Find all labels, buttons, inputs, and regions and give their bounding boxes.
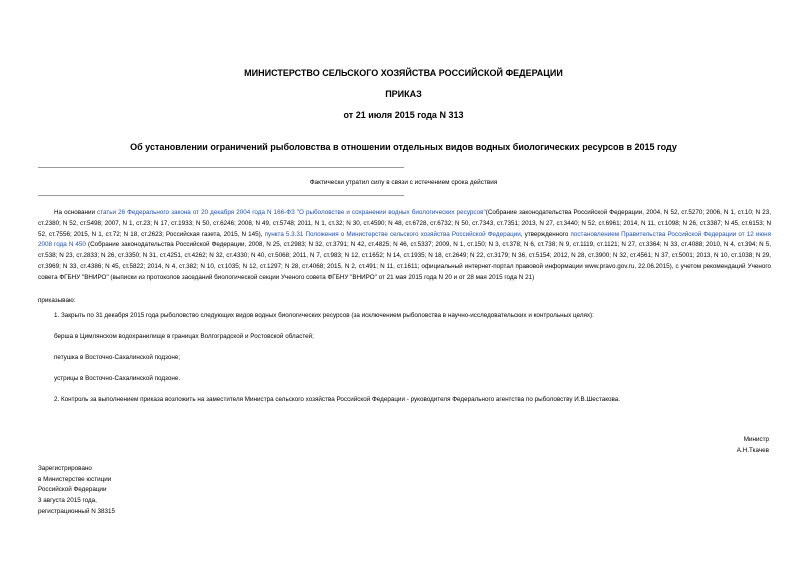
registration-line: Зарегистрировано xyxy=(38,465,92,472)
signature-block xyxy=(737,435,769,456)
signature-position: Министр xyxy=(743,436,769,443)
status-note: Фактически утратил силу в связи с истечением срока действия xyxy=(309,179,498,186)
species-item: петушка в Восточно-Сахалинской подзоне; xyxy=(54,354,181,361)
registration-line: в Министерстве юстиции xyxy=(38,475,112,483)
order-word: приказываю: xyxy=(38,297,76,304)
registration-block xyxy=(38,464,115,518)
document-type-heading: ПРИКАЗ xyxy=(385,89,422,99)
government-decree-link[interactable]: постановлением Правительства Российской Федерации от 12 июня 2008 года N 450 xyxy=(38,230,771,249)
basis-text-2: (Собрание законодательства Российской Федерации, 2004, N 52, ст.5270; 2006, N 1, ст.10; N 23, ст.2380; N 52, ст.5498; 2007, N 1, ст.23; N 17, ст.1933; N 50, ст.6246; 2008, N 49, ст.5748; 2011, N 1, ст.32; N 30, ст.4590; N 48, ст.6728, ст.6732; N 50, ст.7343, ст.7351; 2013, N 27, ст.3440; N 52, ст.6961; 2014, N 11, ст.1098; N 26, ст.3387; N 45, ст.6153; N 52, ст.7556; 2015, N 1, ст.72; N 18, ст.2623; Российская газета, 2015, N 145), xyxy=(38,209,771,238)
order-item-1: 1. Закрыть по 31 декабря 2015 года рыболовство следующих видов водных биологических ресурсов (за исключением рыболовства в научно-исследовательских и контрольных целях): xyxy=(54,312,594,319)
document-title: Об установлении ограничений рыболовства в отношении отдельных видов водных биологических ресурсов в 2015 году xyxy=(130,142,677,152)
species-item: устрицы в Восточно-Сахалинской подзоне. xyxy=(54,375,181,382)
basis-paragraph xyxy=(38,208,771,284)
signature-name: А.Н.Ткачев xyxy=(736,446,769,454)
divider-top xyxy=(38,167,404,168)
regulation-item-link[interactable]: пункта 5.3.31 Положения о Министерстве сельского хозяйства Российской Федерации xyxy=(264,230,521,238)
species-item: берша в Цимлянском водохранилище в границах Волгоградской и Ростовской областей; xyxy=(54,333,314,340)
registration-line: Российской Федерации xyxy=(38,486,107,494)
basis-text-4: (Собрание законодательства Российской Федерации, 2008, N 25, ст.2983; N 32, ст.3791; N 42, ст.4825; N 46, ст.5337; 2009, N 1, ст.150; N 3, ст.378; N 6, ст.738; N 9, ст.1119, ст.1121; N 27, ст.3364; N 33, ст.4088; 2010, N 4, ст.394; N 5, ст.538; N 23, ст.2833; N 26, ст.3350; N 31, ст.4251, ст.4262; N 32, ст.4330; N 40, ст.5068; 2011, N 7, ст.983; N 12, ст.1652; N 14, ст.1935; N 18, ст.2649; N 22, ст.3179; N 36, ст.5154; 2012, N 28, ст.3900; N 32, ст.4561; N 37, ст.5001; 2013, N 10, ст.1038; N 29, ст.3969; N 33, ст.4386; N 45, ст.5822; 2014, N 4, ст.382; N 10, ст.1035; N 12, ст.1297; N 28, ст.4068; 2015, N 2, ст.491; N 11, ст.1611; официальный интернет-портал правовой информации www.pravo.gov.ru, 22.06.2015), с учетом рекомендаций Ученого совета ФГБНУ "ВНИРО" (выписки из протоколов заседаний биологической секции Ученого совета ФГБНУ "ВНИРО" от 21 мая 2015 года N 20 и от 28 мая 2015 года N 21) xyxy=(38,241,771,281)
registration-line: регистрационный N 38315 xyxy=(38,507,116,515)
order-item-2: 2. Контроль за выполнением приказа возложить на заместителя Министра сельского хозяйства Российской Федерации - руководителя Федерального агентства по рыболовству И.В.Шестакова. xyxy=(54,396,621,403)
ministry-heading: МИНИСТЕРСТВО СЕЛЬСКОГО ХОЗЯЙСТВА РОССИЙСКОЙ ФЕДЕРАЦИИ xyxy=(244,68,563,78)
basis-text-3: , утвержденного xyxy=(520,230,571,238)
federal-law-link[interactable]: статьи 26 Федерального закона от 20 декабря 2004 года N 166-ФЗ "О рыболовстве и сохранении водных биологических ресурсов" xyxy=(97,209,486,216)
registration-line: 3 августа 2015 года, xyxy=(38,497,97,505)
date-number-heading: от 21 июля 2015 года N 313 xyxy=(343,110,464,120)
basis-text-1: На основании xyxy=(54,209,98,216)
divider-bottom xyxy=(38,195,404,196)
